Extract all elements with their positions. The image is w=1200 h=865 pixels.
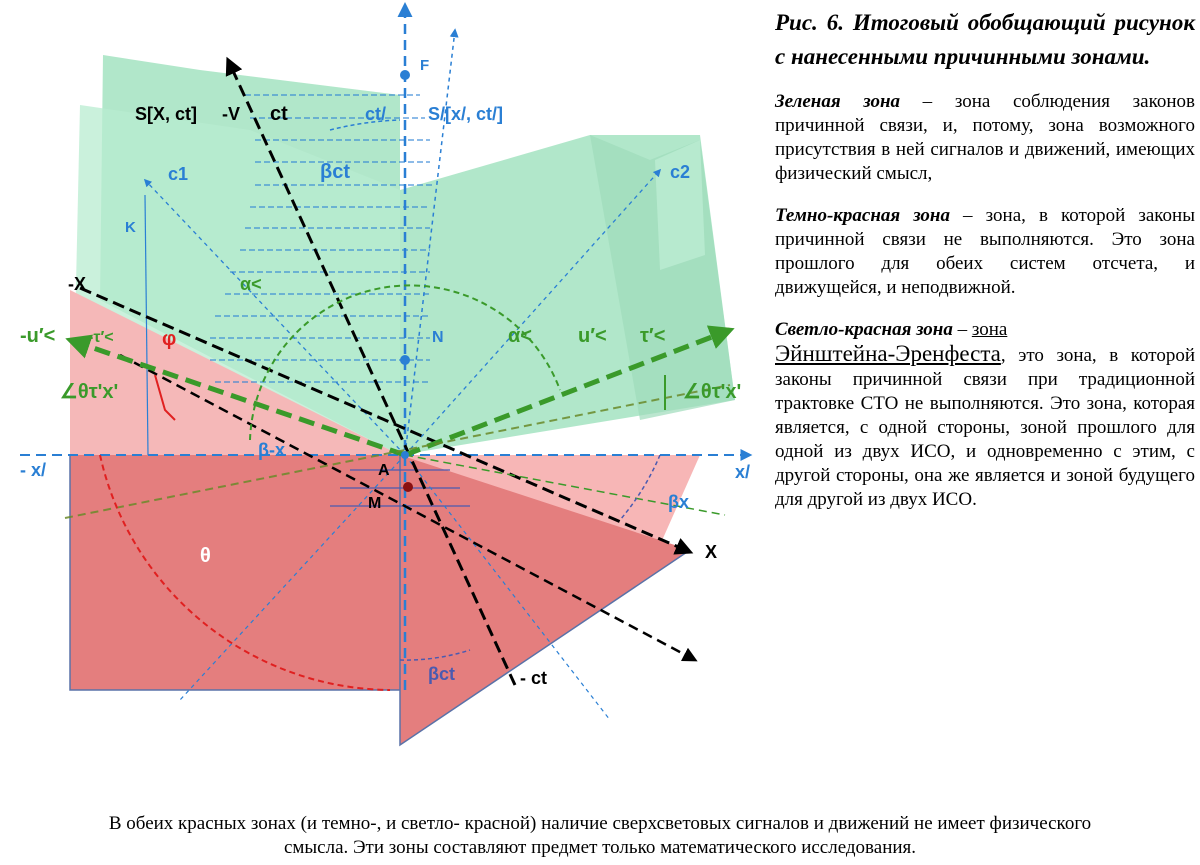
label-ct-prime: ct/ [365, 104, 387, 124]
label-tau-prime-right: τ′< [640, 325, 666, 347]
label-c1: c1 [168, 164, 189, 184]
green-zone-term: Зеленая зона [775, 91, 901, 112]
label-x-prime: x/ [735, 462, 751, 482]
label-u-prime-right: u′< [578, 325, 607, 347]
label-ct: ct [270, 103, 288, 125]
dark-red-zone-description [775, 204, 1195, 300]
label-c2: c2 [670, 162, 691, 182]
label-s-prime-frame: S/[x/, ct/] [428, 104, 504, 124]
label-phi: φ [162, 328, 177, 350]
label-minus-u-prime: -u′< [20, 325, 56, 347]
label-minus-x-prime: - x/ [20, 460, 47, 480]
dark-red-zone-text: – зона, в которой законы причинной связи не выполняются. Это зона прошлого для обеих систем отсчета, и движущейся, и неподвижной. [775, 205, 1195, 298]
label-A: A [378, 462, 390, 479]
label-M: M [368, 495, 382, 512]
light-red-zone-description [775, 318, 1195, 512]
caption-title: Рис. 6. Итоговый обобщающий рисунок с нанесенными причинными зонами. [775, 10, 1195, 69]
label-minus-X: -X [68, 274, 86, 294]
light-red-zone-text: , это зона, в которой законы причинной связи при традиционной трактовке СТО не выполняются. Это зона, которая является, с одной стороны, зоной прошлого для одной из двух ИСО, и одновременно с этим, с другой стороны, она же является и зоной будущего для другой из двух ИСО. [775, 345, 1195, 510]
label-minus-ct: - ct [520, 668, 547, 688]
label-beta-x: βx [668, 492, 689, 512]
light-red-zone-ref: зона [971, 319, 1008, 340]
label-theta-tau-x-right: ∠θτ'x' [683, 381, 742, 403]
label-theta-tau-x-left: ∠θτ'x' [60, 381, 119, 403]
label-s-frame: S[X, ct] [135, 104, 198, 124]
light-red-zone-dash: – [952, 319, 972, 340]
label-minus-tau-prime: -τ′< [88, 329, 114, 346]
label-alpha-left: α< [240, 274, 262, 294]
label-beta-ct-top: βct [320, 161, 350, 183]
label-minus-v: -V [222, 104, 240, 124]
dark-red-zone-term: Темно-красная зона [775, 205, 950, 226]
label-alpha-right: α< [508, 325, 532, 347]
light-red-zone-term: Светло-красная зона [775, 319, 953, 340]
einstein-ehrenfest-name: Эйнштейна-Эренфеста [775, 341, 1001, 366]
label-X: X [705, 542, 718, 562]
label-N: N [432, 329, 444, 346]
green-zone-text: – зона соблюдения законов причинной связи, и, потому, зона возможного присутствия в ней сигналов и движений, имеющих физический смысл, [775, 91, 1195, 184]
label-F: F [420, 57, 430, 74]
label-K: K [125, 219, 136, 236]
green-zone-description [775, 90, 1195, 186]
label-beta-ct-bottom: βct [428, 664, 455, 684]
footer-note: В обеих красных зонах (и темно-, и светло- красной) наличие сверхсветовых сигналов и движений не имеет физического смысла. Эти зоны составляют предмет только математического исследования. [108, 813, 1092, 858]
label-beta-minus-x: β-x [258, 440, 285, 460]
label-theta: θ [200, 545, 211, 567]
figure-caption [775, 6, 1195, 530]
